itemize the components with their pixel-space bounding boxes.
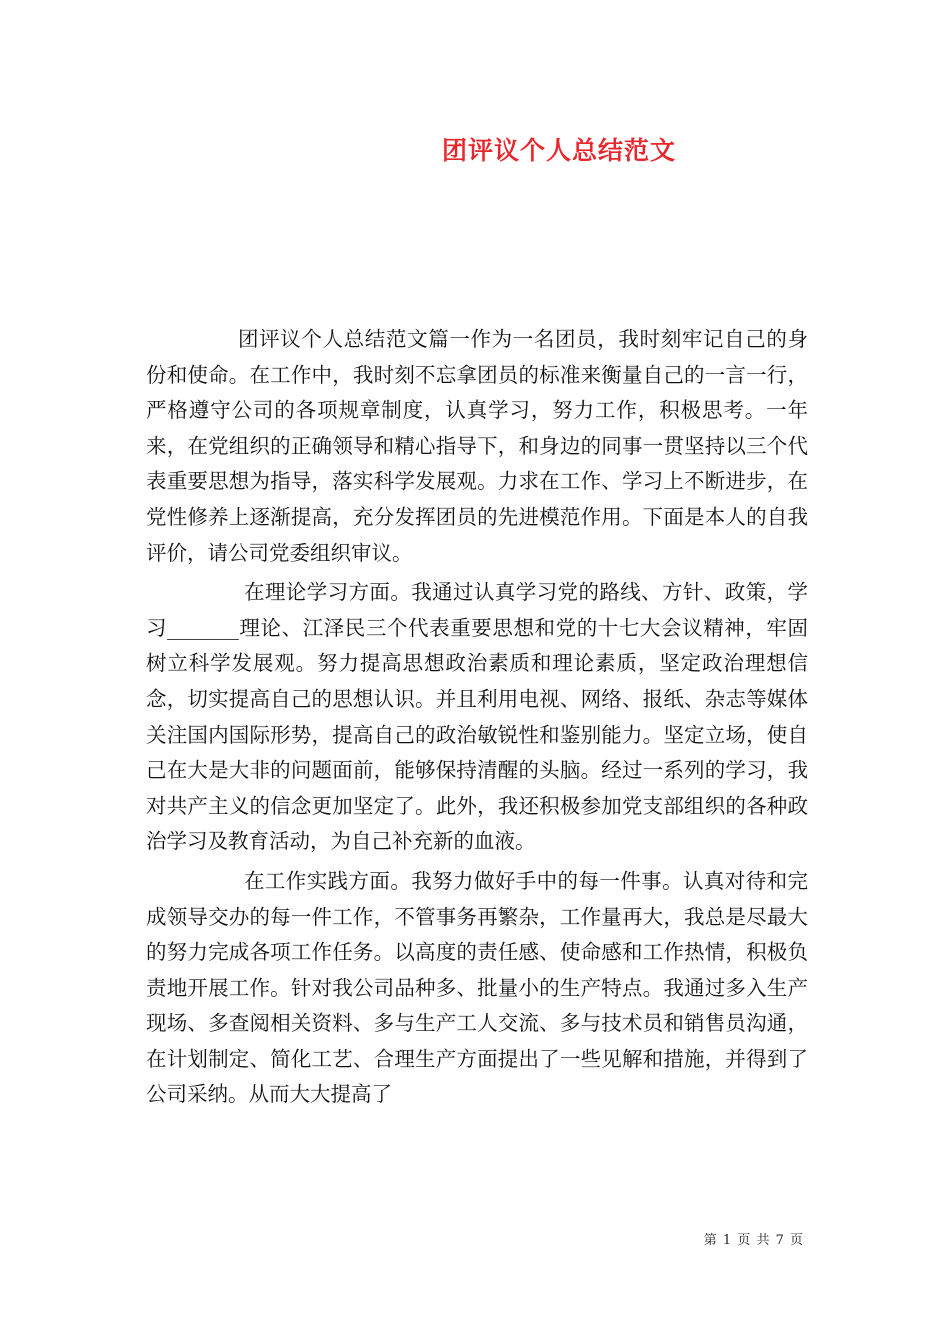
paragraph-work-practice: 在工作实践方面。我努力做好手中的每一件事。认真对待和完成领导交办的每一件工作，不管事务再繁杂，工作量再大，我总是尽最大的努力完成各项工作任务。以高度的责任感、使命感和工作热情，积极负责地开展工作。针对我公司品种多、批量小的生产特点。我通过多入生产现场、多查阅相关资料、多与生产工人交流、多与技术员和销售员沟通，在计划制定、简化工艺、合理生产方面提出了一些见解和措施，并得到了公司采纳。从而大大提高了: [146, 868, 808, 1107]
paragraph-intro: 团评议个人总结范文篇一作为一名团员，我时刻牢记自己的身份和使命。在工作中，我时刻不忘拿团员的标准来衡量自己的一言一行，严格遵守公司的各项规章制度，认真学习，努力工作，积极思考。一年来，在党组织的正确领导和精心指导下，和身边的同事一贯坚持以三个代表重要思想为指导，落实科学发展观。力求在工作、学习上不断进步，在党性修养上逐渐提高，充分发挥团员的先进模范作用。下面是本人的自我评价，请公司党委组织审议。: [146, 327, 808, 565]
page-number: 第 1 页 共 7 页: [703, 1233, 804, 1248]
paragraph-theory-study: 在理论学习方面。我通过认真学习党的路线、方针、政策，学习_______理论、江泽民三个代表重要思想和党的十七大会议精神，牢固树立科学发展观。努力提高思想政治素质和理论素质，坚定政治理想信念，切实提高自己的思想认识。并且利用电视、网络、报纸、杂志等媒体关注国内国际形势，提高自己的政治敏锐性和鉴别能力。坚定立场，使自己在大是大非的问题面前，能够保持清醒的头脑。经过一系列的学习，我对共产主义的信念更加坚定了。此外，我还积极参加党支部组织的各种政治学习及教育活动，为自己补充新的血液。: [146, 580, 808, 854]
document-title: 团评议个人总结范文: [441, 136, 676, 165]
document-body: [146, 322, 808, 1117]
